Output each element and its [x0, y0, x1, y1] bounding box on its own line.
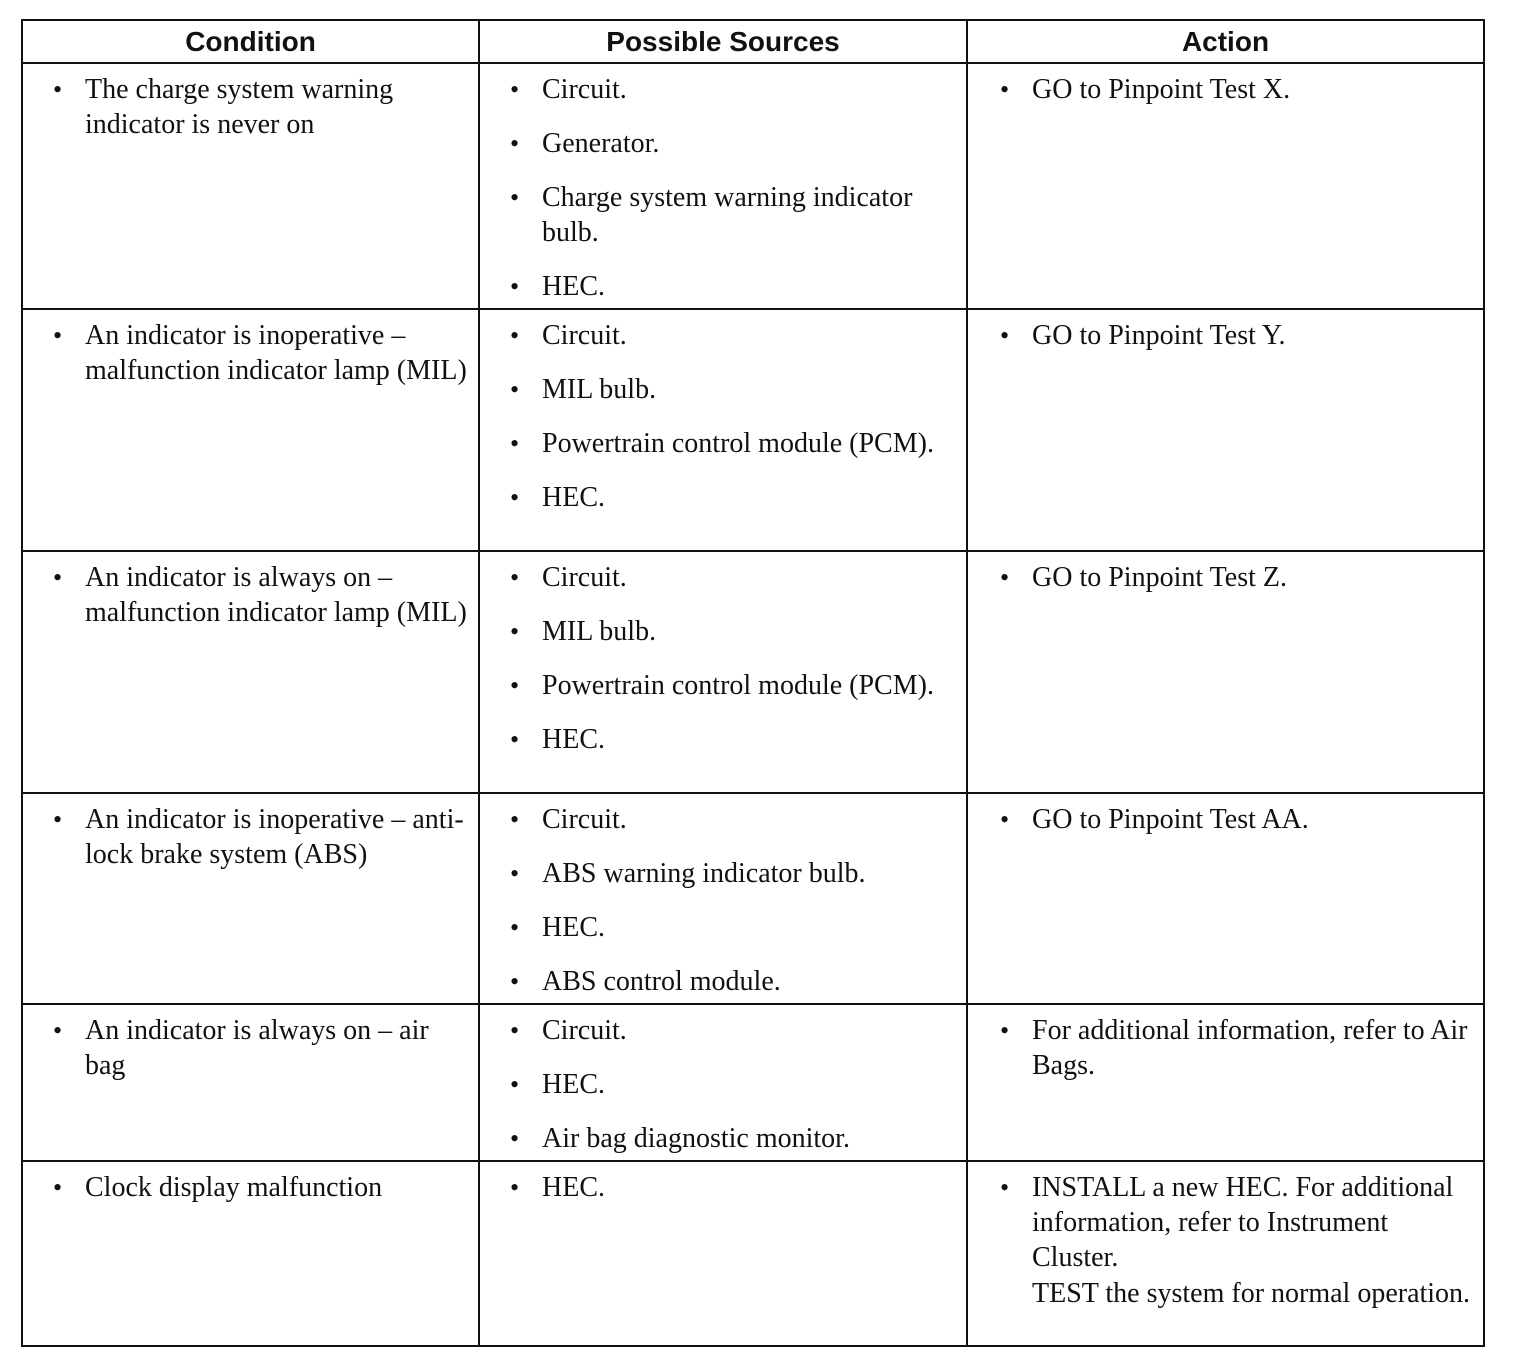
- sources-cell: [479, 309, 967, 551]
- source-item: • ABS warning indicator bulb.: [510, 856, 956, 891]
- condition-text: • An indicator is always on – air bag: [53, 1013, 468, 1083]
- condition-cell: [22, 1004, 479, 1161]
- sources-cell: [479, 1004, 967, 1161]
- table-row: [22, 1004, 1484, 1161]
- action-item: • INSTALL a new HEC. For additional information, refer to Instrument Cluster.: [1000, 1170, 1473, 1275]
- condition-text: • Clock display malfunction: [53, 1170, 468, 1205]
- condition-text: • An indicator is always on – malfunction indicator lamp (MIL): [53, 560, 468, 630]
- action-item: • For additional information, refer to Air Bags.: [1000, 1013, 1473, 1083]
- source-item: • HEC.: [510, 722, 956, 757]
- source-item: • MIL bulb.: [510, 614, 956, 649]
- condition-cell: [22, 1161, 479, 1346]
- header-condition: Condition: [22, 20, 479, 63]
- source-item: • Charge system warning indicator bulb.: [510, 180, 956, 250]
- source-item: • MIL bulb.: [510, 372, 956, 407]
- source-item: • Air bag diagnostic monitor.: [510, 1121, 956, 1156]
- header-possible-sources: Possible Sources: [479, 20, 967, 63]
- condition-text: • The charge system warning indicator is never on: [53, 72, 468, 142]
- source-item: • Circuit.: [510, 802, 956, 837]
- table-row: [22, 309, 1484, 551]
- condition-cell: [22, 793, 479, 1004]
- header-row: [22, 20, 1484, 63]
- source-item: • Circuit.: [510, 318, 956, 353]
- action-item: • GO to Pinpoint Test X.: [1000, 72, 1473, 107]
- table-row: [22, 551, 1484, 793]
- condition-cell: [22, 309, 479, 551]
- table-row: [22, 63, 1484, 309]
- source-item: • HEC.: [510, 480, 956, 515]
- action-cell: [967, 1004, 1484, 1161]
- action-cell: [967, 63, 1484, 309]
- source-item: • Circuit.: [510, 72, 956, 107]
- source-item: • Powertrain control module (PCM).: [510, 426, 956, 461]
- condition-cell: [22, 63, 479, 309]
- action-item: • GO to Pinpoint Test Y.: [1000, 318, 1473, 353]
- action-cell: [967, 309, 1484, 551]
- table-row: [22, 793, 1484, 1004]
- source-item: • HEC.: [510, 1170, 956, 1205]
- source-item: • ABS control module.: [510, 964, 956, 999]
- source-item: • HEC.: [510, 1067, 956, 1102]
- table-row: [22, 1161, 1484, 1346]
- condition-text: • An indicator is inoperative – malfunction indicator lamp (MIL): [53, 318, 468, 388]
- sources-cell: [479, 551, 967, 793]
- source-item: • Circuit.: [510, 560, 956, 595]
- source-item: • Circuit.: [510, 1013, 956, 1048]
- diagnosis-table: [21, 19, 1485, 1347]
- sources-cell: [479, 63, 967, 309]
- source-item: • Powertrain control module (PCM).: [510, 668, 956, 703]
- source-item: • HEC.: [510, 269, 956, 304]
- action-item: • GO to Pinpoint Test AA.: [1000, 802, 1473, 837]
- sources-cell: [479, 793, 967, 1004]
- header-action: Action: [967, 20, 1484, 63]
- condition-text: • An indicator is inoperative – anti-lock brake system (ABS): [53, 802, 468, 872]
- source-item: • HEC.: [510, 910, 956, 945]
- source-item: • Generator.: [510, 126, 956, 161]
- action-note: TEST the system for normal operation.: [1032, 1278, 1471, 1309]
- action-cell: [967, 1161, 1484, 1346]
- sources-cell: [479, 1161, 967, 1346]
- condition-cell: [22, 551, 479, 793]
- action-cell: [967, 793, 1484, 1004]
- action-item: • GO to Pinpoint Test Z.: [1000, 560, 1473, 595]
- action-cell: [967, 551, 1484, 793]
